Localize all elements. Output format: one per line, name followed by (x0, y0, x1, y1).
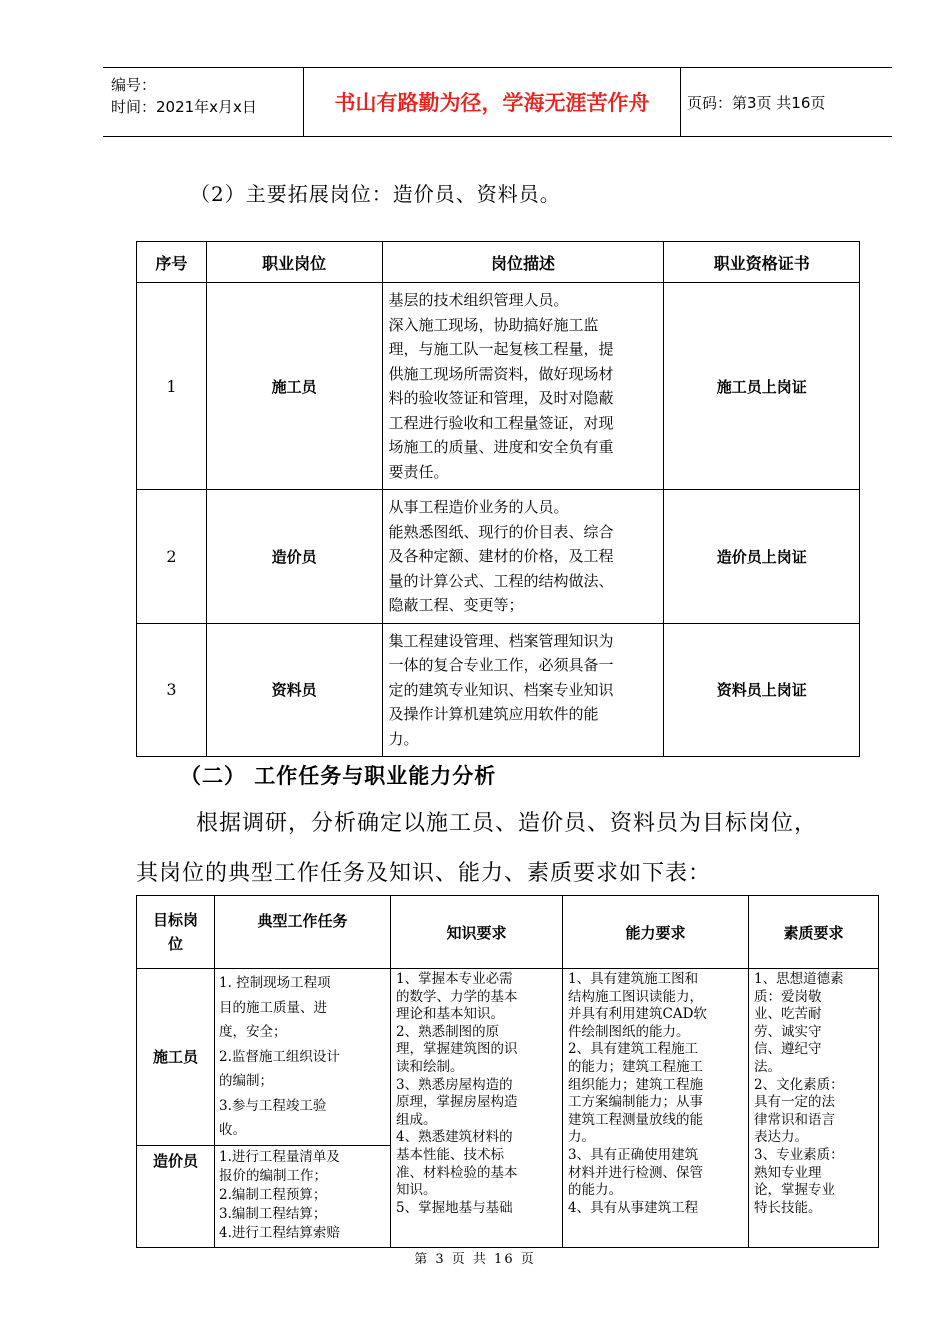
page-footer: 第 3 页 共 16 页 (414, 1252, 536, 1267)
task-line: 度，安全； (219, 1024, 287, 1040)
positions-table (136, 241, 860, 757)
quality-requirements (749, 969, 879, 1248)
certificate: 资料员上岗证 (664, 623, 860, 757)
post-description (382, 623, 664, 757)
column-header: 职业资格证书 (664, 242, 860, 283)
number-label: 编号： (111, 76, 157, 94)
quality-line: 熟知专业理 (754, 1164, 822, 1181)
quality-line: 具有一定的法 (754, 1094, 835, 1111)
task-line: 2.监督施工组织设计 (219, 1048, 340, 1065)
post-name: 施工员 (206, 283, 382, 490)
ability-line: 1、具有建筑施工图和 (568, 971, 699, 987)
post-name: 造价员 (206, 490, 382, 624)
post-name: 施工员 (137, 969, 215, 1146)
task-list (215, 969, 391, 1146)
task-line: 收。 (219, 1122, 246, 1138)
competency-table (136, 895, 879, 1248)
task-line: 的编制； (219, 1073, 273, 1089)
row-number: 1 (137, 283, 207, 490)
quality-line: 1、思想道德素 (754, 971, 844, 987)
post-description (382, 490, 664, 624)
task-line: 3.参与工程竣工验 (219, 1097, 327, 1114)
description-line: 从事工程造价业务的人员。 (388, 498, 569, 516)
knowledge-line: 的数学、力学的基本 (396, 988, 518, 1005)
page-header (103, 67, 892, 137)
ability-line: 4、具有从事建筑工程 (568, 1199, 699, 1216)
page-indicator: 页码：第3页 共16页 (687, 93, 826, 112)
knowledge-line: 5、掌握地基与基础 (396, 1199, 513, 1216)
post-description (382, 283, 664, 490)
ability-line: 组织能力；建筑工程施 (568, 1076, 703, 1093)
section-subheading: （2）主要拓展岗位：造价员、资料员。 (190, 182, 561, 206)
quality-line: 劳、诚实守 (754, 1023, 822, 1040)
table-row (137, 283, 860, 490)
ability-line: 工方案编制能力；从事 (568, 1094, 703, 1111)
column-header: 职业岗位 (206, 242, 382, 283)
knowledge-line: 理论和基本知识。 (396, 1006, 504, 1023)
ability-line: 材料并进行检测、保管 (568, 1164, 703, 1181)
table-row (137, 623, 860, 757)
ability-requirements (563, 969, 749, 1248)
quality-line: 2、文化素质： (754, 1076, 844, 1093)
description-line: 基层的技术组织管理人员。 (388, 291, 569, 309)
section-heading: （二） 工作任务与职业能力分析 (180, 764, 497, 788)
task-line: 目的施工质量、进 (219, 999, 327, 1016)
knowledge-line: 1、掌握本专业必需 (396, 971, 513, 987)
column-header: 素质要求 (749, 896, 879, 969)
paragraph-line: 根据调研，分析确定以施工员、造价员、资料员为目标岗位， (196, 811, 818, 836)
description-line: 场施工的质量、进度和安全负有重 (388, 438, 614, 456)
quality-line: 法。 (754, 1058, 781, 1075)
description-line: 一体的复合专业工作，必须具备一 (388, 656, 614, 674)
task-list (215, 1145, 391, 1247)
ability-line: 的能力；建筑工程施工 (568, 1058, 703, 1075)
column-header: 岗位描述 (382, 242, 664, 283)
table-row (137, 969, 879, 1146)
description-line: 及各种定额、建材的价格，及工程 (388, 547, 614, 565)
quality-line: 表达力。 (754, 1129, 808, 1146)
quality-line: 业、吃苦耐 (754, 1006, 822, 1023)
table-header-row (137, 896, 879, 969)
description-line: 深入施工现场，协助搞好施工监 (388, 315, 599, 334)
column-header-target-post (137, 896, 215, 969)
description-line: 力。 (388, 729, 419, 748)
description-line: 料的验收签证和管理，及时对隐蔽 (388, 389, 614, 407)
description-line: 量的计算公式、工程的结构做法、 (388, 571, 614, 590)
ability-line: 2、具有建筑工程施工 (568, 1041, 699, 1058)
knowledge-line: 2、熟悉制图的原 (396, 1023, 500, 1040)
ability-line: 力。 (568, 1129, 595, 1146)
knowledge-line: 3、熟悉房屋构造的 (396, 1076, 513, 1093)
quality-line: 信、遵纪守 (754, 1041, 822, 1058)
task-line: 3.编制工程结算； (219, 1205, 327, 1222)
description-line: 能熟悉图纸、现行的价目表、综合 (388, 522, 614, 541)
post-name: 资料员 (206, 623, 382, 757)
knowledge-line: 原理，掌握房屋构造 (396, 1094, 518, 1111)
knowledge-line: 理，掌握建筑图的识 (396, 1041, 518, 1058)
header-text: 目标岗 (152, 911, 198, 929)
description-line: 定的建筑专业知识、档案专业知识 (388, 680, 614, 699)
table-header-row (137, 242, 860, 283)
description-line: 工程进行验收和工程量签证，对现 (388, 413, 614, 432)
quality-line: 3、专业素质： (754, 1146, 844, 1163)
description-line: 要责任。 (388, 462, 449, 481)
table-row (137, 490, 860, 624)
knowledge-line: 准、材料检验的基本 (396, 1164, 518, 1181)
task-line: 1.进行工程量清单及 (219, 1148, 340, 1165)
time-label: 时间：2021年x月x日 (111, 98, 257, 116)
knowledge-requirements (391, 969, 563, 1248)
paragraph-line: 其岗位的典型工作任务及知识、能力、素质要求如下表： (136, 861, 712, 886)
header-meta (103, 68, 303, 136)
task-line: 4.进行工程结算索赔 (219, 1224, 340, 1241)
ability-line: 3、具有正确使用建筑 (568, 1146, 699, 1163)
ability-line: 并具有利用建筑CAD软 (568, 1006, 707, 1023)
task-line: 2.编制工程预算； (219, 1186, 327, 1203)
row-number: 2 (137, 490, 207, 624)
quality-line: 质：爱岗敬 (754, 988, 822, 1005)
header-text: 位 (167, 935, 183, 953)
column-header: 序号 (137, 242, 207, 283)
task-line: 报价的编制工作； (219, 1167, 327, 1184)
description-line: 隐蔽工程、变更等； (388, 596, 524, 614)
row-number: 3 (137, 623, 207, 757)
ability-line: 建筑工程测量放线的能 (568, 1111, 703, 1128)
certificate: 施工员上岗证 (664, 283, 860, 490)
ability-line: 结构施工图识读能力， (568, 988, 703, 1005)
column-header: 能力要求 (563, 896, 749, 969)
knowledge-line: 组成。 (396, 1111, 437, 1128)
task-line: 1. 控制现场工程项 (219, 975, 331, 991)
column-header: 知识要求 (391, 896, 563, 969)
ability-line: 件绘制图纸的能力。 (568, 1023, 690, 1040)
quality-line: 论，掌握专业 (754, 1182, 835, 1199)
quality-line: 特长技能。 (754, 1199, 822, 1216)
knowledge-line: 4、熟悉建筑材料的 (396, 1129, 513, 1146)
knowledge-line: 基本性能、技术标 (396, 1146, 504, 1163)
knowledge-line: 读和绘制。 (396, 1058, 464, 1075)
ability-line: 的能力。 (568, 1182, 622, 1199)
description-line: 及操作计算机建筑应用软件的能 (388, 705, 599, 723)
description-line: 供施工现场所需资料，做好现场材 (388, 364, 614, 383)
knowledge-line: 知识。 (396, 1182, 437, 1199)
quality-line: 律常识和语言 (754, 1111, 835, 1128)
header-motto: 书山有路勤为径，学海无涯苦作舟 (303, 68, 681, 136)
certificate: 造价员上岗证 (664, 490, 860, 624)
description-line: 理，与施工队一起复核工程量，提 (388, 340, 614, 358)
column-header: 典型工作任务 (215, 896, 391, 969)
post-name: 造价员 (137, 1145, 215, 1247)
description-line: 集工程建设管理、档案管理知识为 (388, 631, 614, 650)
